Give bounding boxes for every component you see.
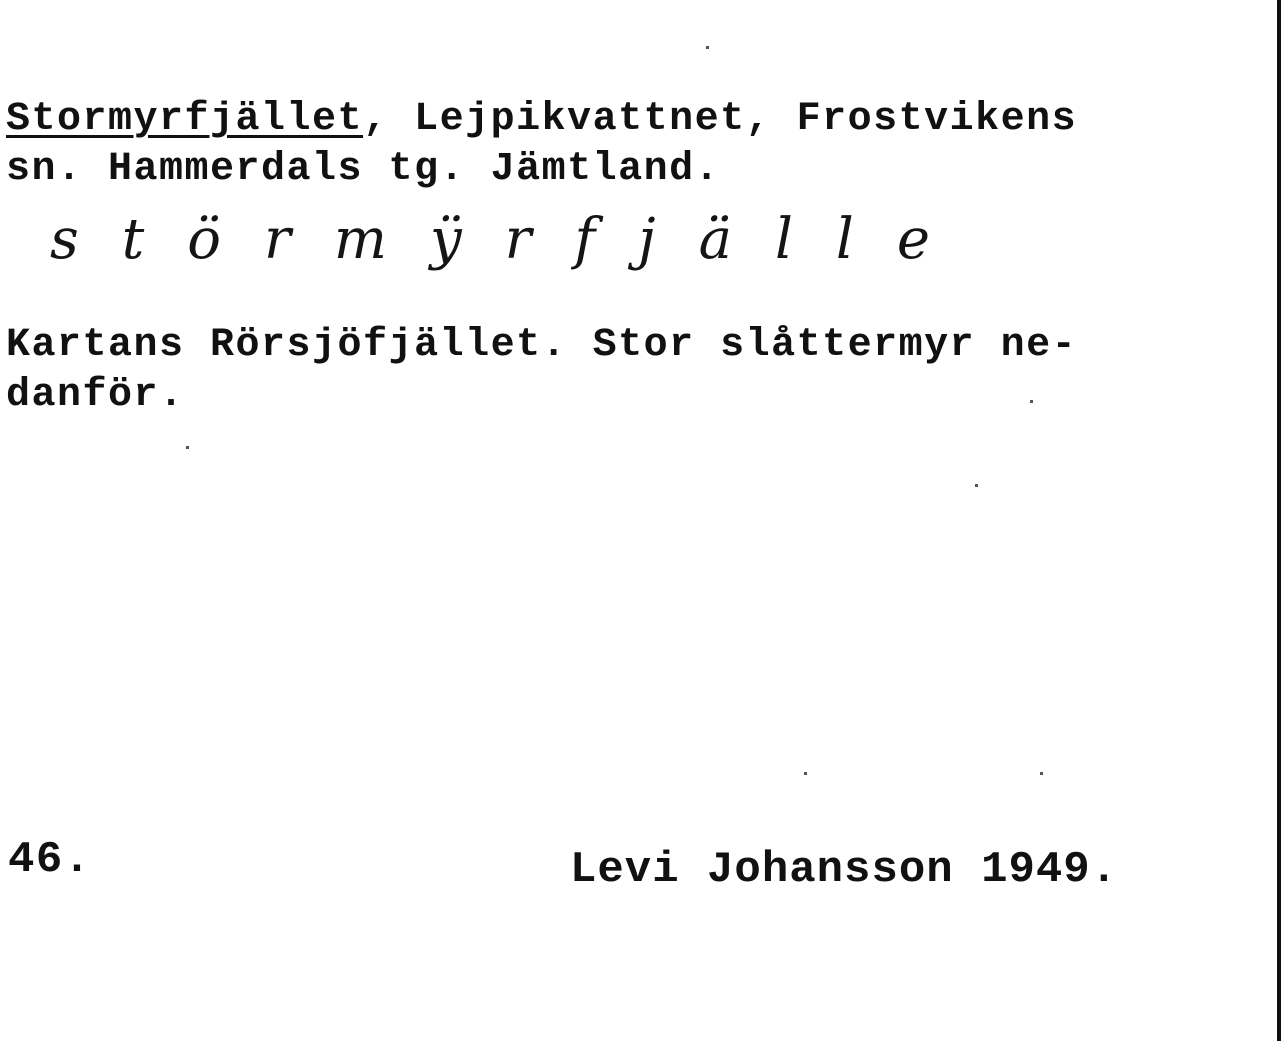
pronunciation-handwriting — [50, 196, 950, 296]
parish-line: sn. Hammerdals tg. Jämtland. — [6, 147, 721, 192]
scan-speck — [706, 46, 709, 49]
scan-speck — [975, 484, 978, 487]
scan-speck — [1030, 400, 1033, 403]
card-edge-border — [1277, 0, 1281, 1041]
card-number: 46. — [8, 835, 92, 885]
collector-signature: Levi Johansson 1949. — [570, 845, 1119, 895]
scan-speck — [804, 772, 807, 775]
place-name: Stormyrfjället — [6, 97, 364, 142]
scan-speck — [186, 446, 189, 449]
scan-speck — [1040, 772, 1043, 775]
note-line: Kartans Rörsjöfjället. Stor slåttermyr ne- — [6, 323, 1078, 368]
locality-line — [6, 96, 1077, 144]
note-line-continued: danför. — [6, 373, 185, 418]
pronunciation-text: störmÿrfjälle — [50, 207, 930, 272]
locality-details: , Lejpikvattnet, Frostvikens — [363, 97, 1078, 142]
